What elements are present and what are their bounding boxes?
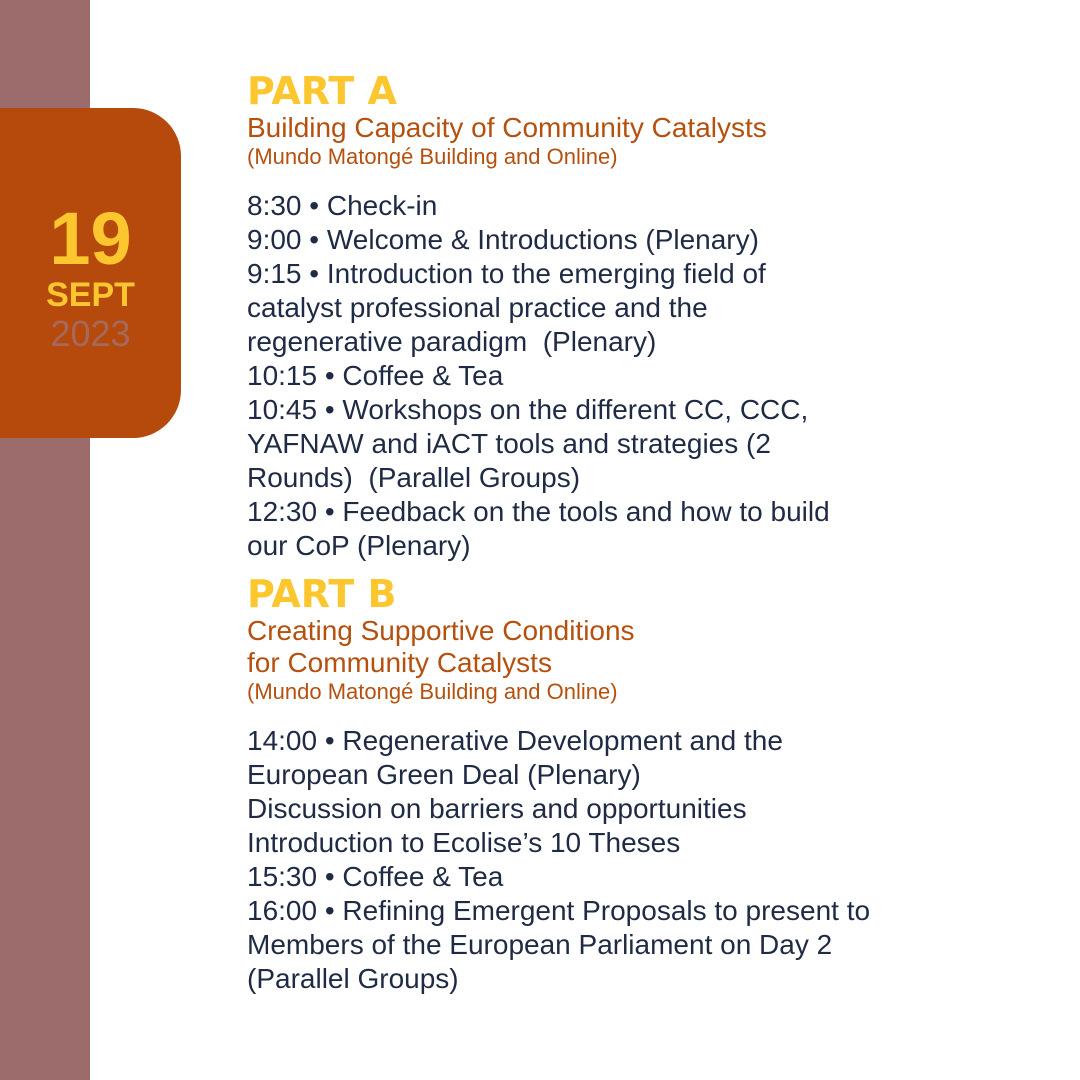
schedule-line: Rounds) (Parallel Groups)	[247, 462, 581, 493]
schedule-line: 9:15 • Introduction to the emerging field of	[247, 258, 766, 289]
part-b-venue: (Mundo Matongé Building and Online)	[247, 679, 618, 704]
part-a-label: PART A	[247, 69, 397, 113]
schedule-line: 16:00 • Refining Emergent Proposals to present to	[247, 895, 871, 926]
part-b-label: PART B	[247, 572, 397, 616]
schedule-line: 15:30 • Coffee & Tea	[247, 861, 504, 892]
part-b-schedule	[247, 724, 1047, 996]
part-b-title-line: for Community Catalysts	[247, 647, 552, 678]
agenda-content	[247, 70, 1047, 996]
schedule-line: 10:15 • Coffee & Tea	[247, 360, 504, 391]
part-b-title-line: Creating Supportive Conditions	[247, 615, 635, 646]
schedule-line: 9:00 • Welcome & Introductions (Plenary)	[247, 224, 759, 255]
date-badge	[0, 108, 181, 438]
schedule-line: Discussion on barriers and opportunities	[247, 793, 747, 824]
schedule-line: YAFNAW and iACT tools and strategies (2	[247, 428, 771, 459]
schedule-line: catalyst professional practice and the	[247, 292, 708, 323]
schedule-line: our CoP (Plenary)	[247, 530, 471, 561]
schedule-line: Introduction to Ecolise’s 10 Theses	[247, 827, 681, 858]
schedule-line: 8:30 • Check-in	[247, 190, 438, 221]
date-month: SEPT	[46, 276, 135, 314]
date-day: 19	[49, 197, 132, 280]
schedule-line: (Parallel Groups)	[247, 963, 459, 994]
schedule-line: 10:45 • Workshops on the different CC, CCC,	[247, 394, 809, 425]
schedule-line: 14:00 • Regenerative Development and the	[247, 725, 783, 756]
schedule-line: European Green Deal (Plenary)	[247, 759, 641, 790]
part-a-schedule	[247, 189, 1047, 563]
part-a-venue: (Mundo Matongé Building and Online)	[247, 144, 618, 169]
part-a-section	[247, 70, 1047, 563]
schedule-line: Members of the European Parliament on Day 2	[247, 929, 833, 960]
date-year: 2023	[50, 313, 131, 354]
part-a-title: Building Capacity of Community Catalysts	[247, 112, 767, 143]
schedule-line: 12:30 • Feedback on the tools and how to build	[247, 496, 830, 527]
part-b-section	[247, 573, 1047, 996]
schedule-line: regenerative paradigm (Plenary)	[247, 326, 657, 357]
